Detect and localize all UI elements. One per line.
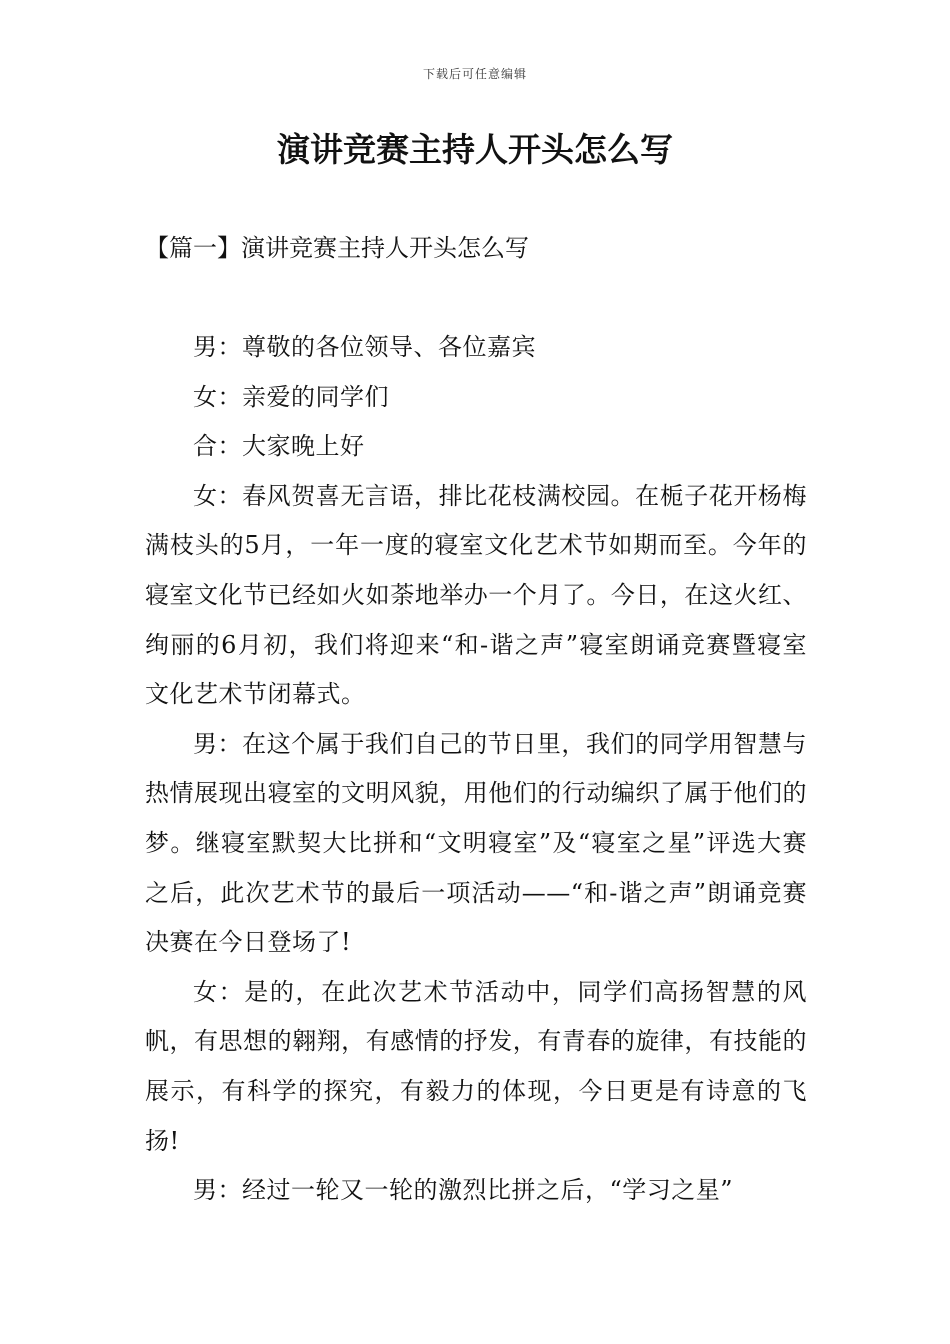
header-note: 下载后可任意编辑 [422,67,527,81]
paragraph-female-intro: 女：春风贺喜无言语，排比花枝满校园。在栀子花开杨梅满枝头的5月，一年一度的寝室文化艺术节如期而至。今年的寝室文化节已经如火如荼地举办一个月了。今日，在这火红、绚丽的6月初，我们将迎来“和-谐之声”寝室朗诵竞赛暨寝室文化艺术节闭幕式。 [145,481,807,709]
paragraph-male-greeting: 男：尊敬的各位领导、各位嘉宾 [193,333,536,361]
paragraph-joint-greeting: 合：大家晚上好 [193,432,365,461]
paragraph-female-greeting: 女：亲爱的同学们 [193,382,389,411]
paragraph-female-poetic: 女：是的，在此次艺术节活动中，同学们高扬智慧的风帆，有思想的翱翔，有感情的抒发，有青春的旋律，有技能的展示，有科学的探究，有毅力的体现，今日更是有诗意的飞扬! [145,977,807,1155]
paragraph-male-intro: 男：在这个属于我们自己的节日里，我们的同学用智慧与热情展现出寝室的文明风貌，用他们的行动编织了属于他们的梦。继寝室默契大比拼和“文明寝室”及“寝室之星”评选大赛之后，此次艺术节的最后一项活动——“和-谐之声”朗诵竞赛决赛在今日登场了! [145,729,807,957]
section-heading: 【篇一】演讲竞赛主持人开头怎么写 [145,234,529,262]
document-body [145,323,807,1216]
document-title: 演讲竞赛主持人开头怎么写 [277,130,673,169]
paragraph-male-continued: 男：经过一轮又一轮的激烈比拼之后，“学习之星” [193,1176,734,1205]
